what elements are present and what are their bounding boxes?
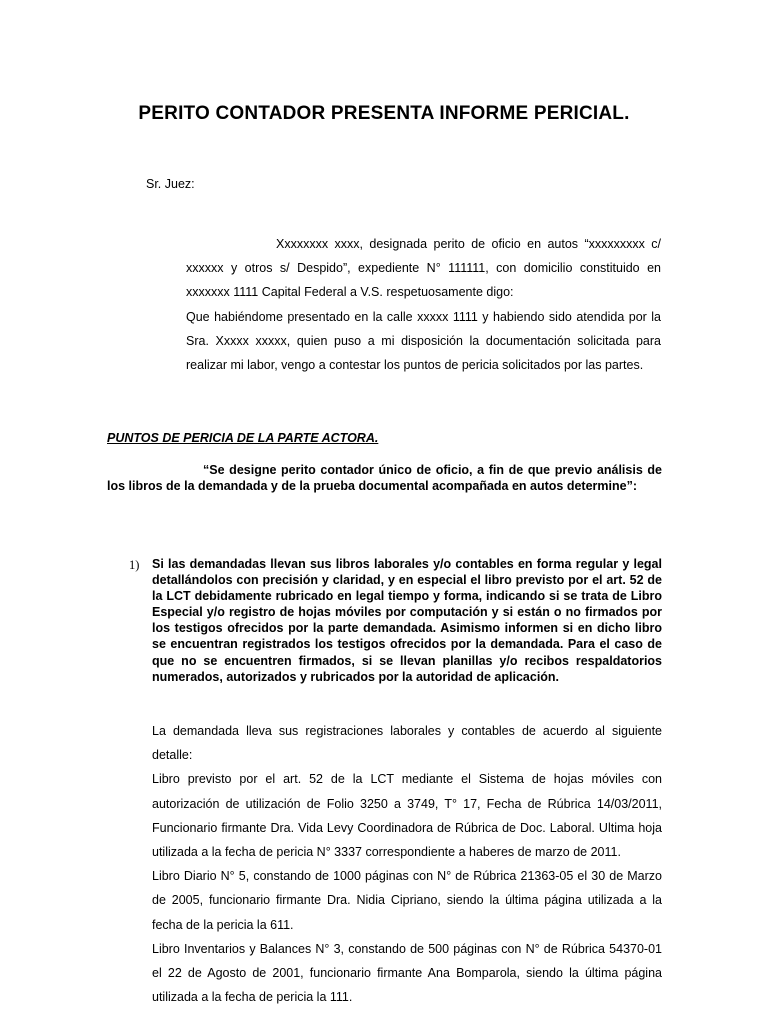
item-answer — [152, 719, 662, 1009]
section-heading: PUNTOS DE PERICIA DE LA PARTE ACTORA. — [107, 431, 379, 445]
intro-paragraph-identity: Xxxxxxxx xxxx, designada perito de oficio en autos “xxxxxxxxx c/ xxxxxx y otros s/ Despido”, expediente N° 111111, con domicilio constituido en xxxxxxx 1111 Capital Federal a V.S. respetuosamente digo: — [186, 237, 661, 300]
answer-paragraph: Libro Inventarios y Balances N° 3, constando de 500 páginas con N° de Rúbrica 54370-01 el 22 de Agosto de 2001, funcionario firmante Ana Bomparola, siendo la última página utilizada a la fecha de pericia la 111. — [152, 941, 662, 1005]
answer-paragraph: La demandada lleva sus registraciones laborales y contables de acuerdo al siguiente detalle: — [152, 724, 662, 763]
item-question: Si las demandadas llevan sus libros laborales y/o contables en forma regular y legal detallándolos con precisión y claridad, y en especial el libro previsto por el art. 52 de la LCT debidamente rubricado en legal tiempo y forma, indicando si se trata de Libro Especial y/o registro de hojas móviles por computación y si están o no firmados por los testigos ofrecidos por la parte demandada. Asimismo informen si en dicho libro se encuentran registrados los testigos ofrecidos por la demandada. Para el caso de que no se encuentren firmados, si se llevan planillas y/o recibos respaldatorios numerados, autorizados y rubricados por la autoridad de aplicación. — [152, 557, 662, 684]
answer-paragraph: Libro Diario N° 5, constando de 1000 páginas con N° de Rúbrica 21363-05 el 30 de Marzo de 2005, funcionario firmante Dra. Nidia Cipriano, siendo la última página utilizada a la fecha de la pericia la 611. — [152, 869, 662, 932]
document-title: PERITO CONTADOR PRESENTA INFORME PERICIAL. — [138, 103, 630, 124]
quoted-request: “Se designe perito contador único de oficio, a fin de que previo análisis de los libros de la demandada y de la prueba documental acompañada en autos determine”: — [107, 463, 662, 493]
intro-block — [186, 232, 661, 377]
intro-paragraph-presentation: Que habiéndome presentado en la calle xxxxx 1111 y habiendo sido atendida por la Sra. Xxxxx xxxxx, quien puso a mi disposición la documentación solicitada para realizar mi labor, vengo a contestar los puntos de pericia solicitados por las partes. — [186, 309, 661, 373]
salutation: Sr. Juez: — [146, 177, 195, 191]
answer-paragraph: Libro previsto por el art. 52 de la LCT mediante el Sistema de hojas móviles con autorización de utilización de Folio 3250 a 3749, T° 17, Fecha de Rúbrica 14/03/2011, Funcionario firmante Dra. Vida Levy Coordinadora de Rúbrica de Doc. Laboral. Ultima hoja utilizada a la fecha de pericia N° 3337 correspondiente a haberes de marzo de 2011. — [152, 772, 662, 860]
item-number: 1) — [129, 558, 140, 572]
